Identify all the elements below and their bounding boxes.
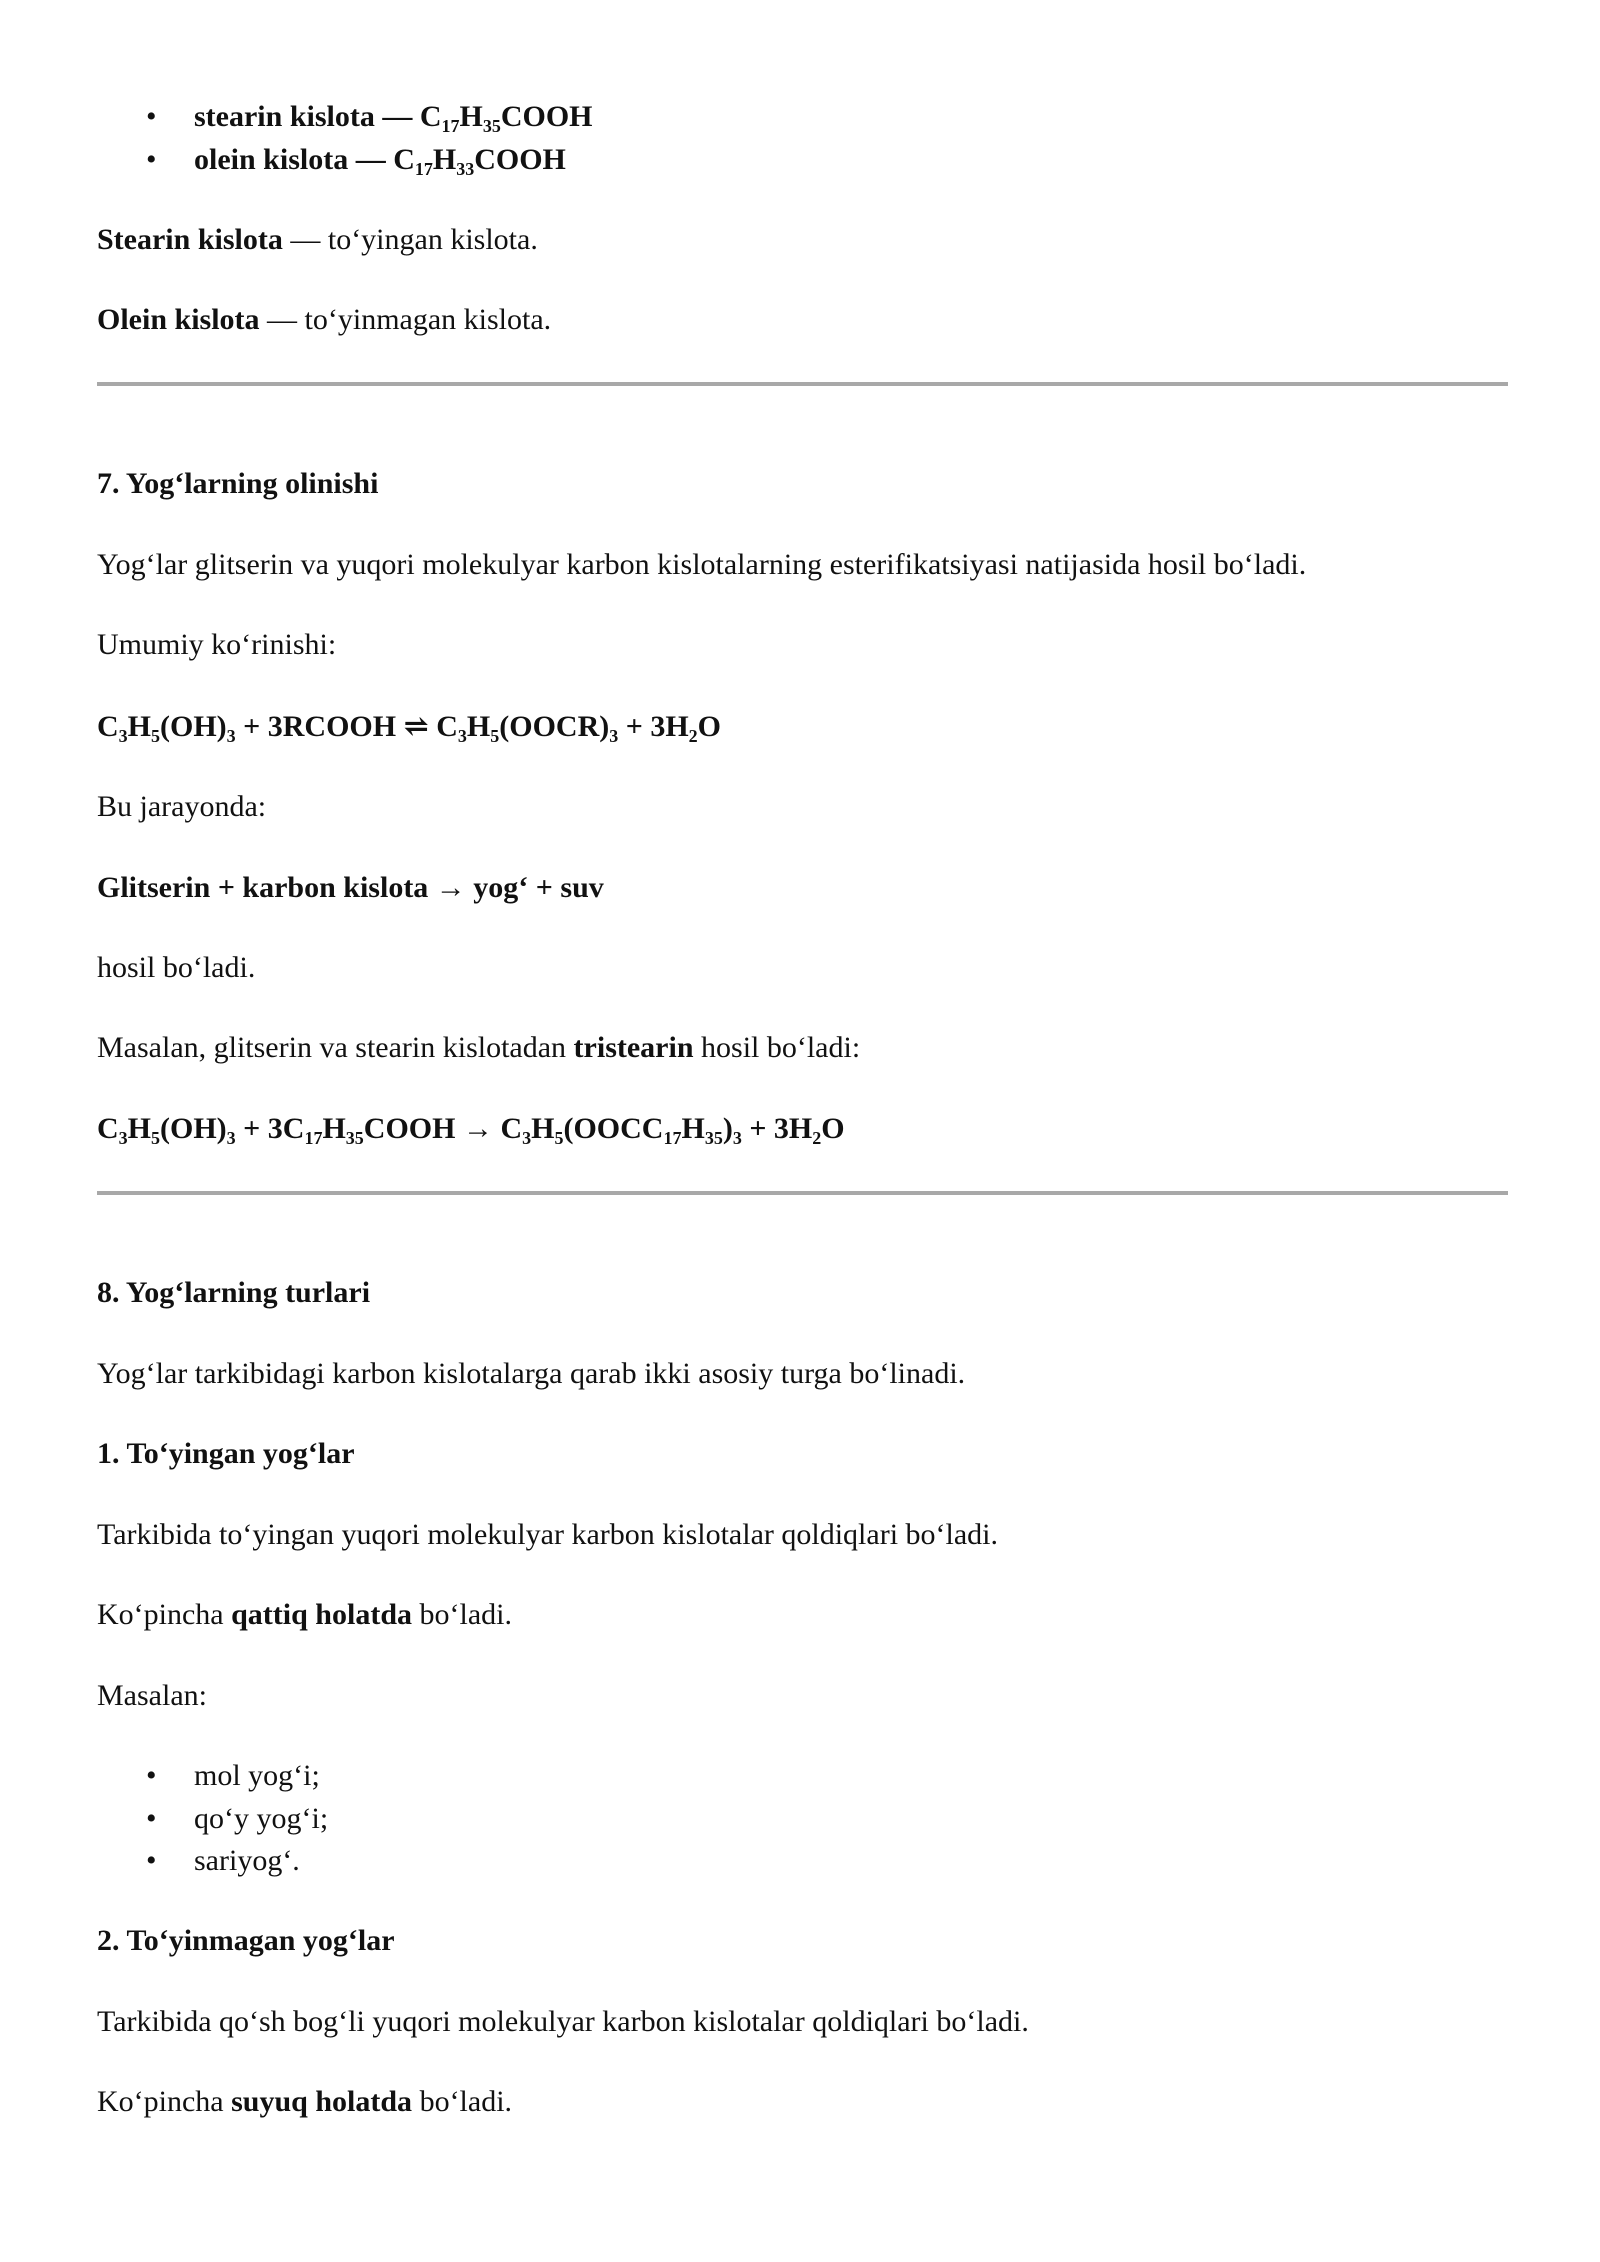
text-run: H — [322, 1112, 346, 1145]
section-7-heading: 7. Yog‘larning olinishi — [97, 467, 379, 500]
text-run: olein kislota — C — [194, 143, 415, 176]
text-run: H — [531, 1112, 555, 1145]
stearin-acid-definition — [97, 222, 538, 258]
subscript: 3 — [118, 1128, 128, 1148]
text-run: Ko‘pincha — [97, 1598, 232, 1631]
horizontal-divider — [97, 382, 1508, 386]
text-run: H — [127, 710, 152, 743]
bold-term: Olein kislota — [97, 303, 260, 336]
general-form-label: Umumiy ko‘rinishi: — [97, 628, 337, 661]
bold-term: qattiq holatda — [231, 1598, 413, 1631]
subscript: 3 — [118, 726, 128, 746]
section-7-intro: Yog‘lar glitserin va yuqori molekulyar karbon kislotalarning esterifikatsiyasi natijasida hosil bo‘ladi. — [97, 548, 1307, 581]
text-run: (OOCC — [563, 1112, 664, 1145]
text-run: O — [821, 1112, 845, 1145]
examples-label: Masalan: — [97, 1679, 207, 1712]
example-item: mol yog‘i; — [194, 1759, 320, 1792]
bullet-marker: • — [146, 1759, 157, 1792]
subscript: 2 — [812, 1128, 822, 1148]
text-run: H — [681, 1112, 705, 1145]
definition-text: — to‘yingan kislota. — [282, 223, 538, 256]
subscript: 35 — [704, 1128, 723, 1148]
text-run: Ko‘pincha — [97, 2085, 232, 2118]
horizontal-divider — [97, 1191, 1508, 1195]
text-run: H — [432, 143, 457, 176]
esterification-equation — [97, 709, 721, 745]
olein-acid-definition — [97, 302, 551, 338]
bullet-marker: • — [146, 143, 157, 176]
subscript: 5 — [554, 1128, 564, 1148]
list-item-stearin-acid — [194, 99, 593, 135]
subscript: 5 — [151, 1128, 161, 1148]
text-run: COOH — [500, 100, 593, 133]
subscript: 3 — [226, 726, 236, 746]
list-item-olein-acid — [194, 142, 566, 178]
text-run: O — [697, 710, 722, 743]
unsaturated-fats-state — [97, 2084, 512, 2120]
subscript: 3 — [226, 1128, 236, 1148]
section-8-heading: 8. Yog‘larning turlari — [97, 1276, 371, 1309]
text-run: C — [97, 710, 119, 743]
text-run: Masalan, glitserin va stearin kislotadan — [97, 1031, 574, 1064]
example-item: sariyog‘. — [194, 1844, 300, 1877]
subscript: 17 — [663, 1128, 682, 1148]
example-item: qo‘y yog‘i; — [194, 1802, 329, 1835]
saturated-fats-subheading: 1. To‘yingan yog‘lar — [97, 1437, 355, 1470]
forms-text: hosil bo‘ladi. — [97, 951, 256, 984]
text-run: + 3H — [618, 710, 689, 743]
text-run: ) — [722, 1112, 733, 1145]
subscript: 3 — [457, 726, 467, 746]
bold-term: tristearin — [573, 1031, 694, 1064]
text-run: hosil bo‘ladi: — [693, 1031, 861, 1064]
bullet-marker: • — [146, 1844, 157, 1877]
subscript: 33 — [456, 159, 475, 179]
subscript: 2 — [688, 726, 698, 746]
text-run: COOH → C — [363, 1112, 523, 1145]
subscript: 17 — [414, 159, 433, 179]
text-run: bo‘ladi. — [412, 2085, 513, 2118]
bullet-marker: • — [146, 100, 157, 133]
subscript: 3 — [732, 1128, 742, 1148]
text-run: (OH) — [160, 1112, 227, 1145]
unsaturated-fats-subheading: 2. To‘yinmagan yog‘lar — [97, 1924, 395, 1957]
bullet-marker: • — [146, 1802, 157, 1835]
saturated-fats-composition: Tarkibida to‘yingan yuqori molekulyar karbon kislotalar qoldiqlari bo‘ladi. — [97, 1518, 999, 1551]
bold-term: Stearin kislota — [97, 223, 283, 256]
text-run: H — [459, 100, 483, 133]
text-run: COOH — [474, 143, 566, 176]
text-run: H — [127, 1112, 152, 1145]
text-run: C — [97, 1112, 119, 1145]
subscript: 3 — [522, 1128, 532, 1148]
definition-text: — to‘yinmagan kislota. — [259, 303, 552, 336]
tristearin-example-text — [97, 1030, 860, 1066]
text-run: stearin kislota — C — [194, 100, 442, 133]
saturated-fats-state — [97, 1597, 512, 1633]
bold-term: suyuq holatda — [231, 2085, 413, 2118]
text-run: (OOCR) — [499, 710, 610, 743]
subscript: 35 — [482, 116, 501, 136]
subscript: 17 — [441, 116, 460, 136]
unsaturated-fats-composition: Tarkibida qo‘sh bog‘li yuqori molekulyar karbon kislotalar qoldiqlari bo‘ladi. — [97, 2005, 1029, 2038]
word-equation: Glitserin + karbon kislota → yog‘ + suv — [97, 871, 604, 904]
text-run: H — [466, 710, 491, 743]
process-label: Bu jarayonda: — [97, 790, 267, 823]
text-run: (OH) — [160, 710, 227, 743]
text-run: + 3C — [235, 1112, 305, 1145]
subscript: 17 — [304, 1128, 323, 1148]
section-8-intro: Yog‘lar tarkibidagi karbon kislotalarga qarab ikki asosiy turga bo‘linadi. — [97, 1357, 966, 1390]
subscript: 5 — [490, 726, 500, 746]
text-run: + 3H — [741, 1112, 813, 1145]
subscript: 5 — [151, 726, 161, 746]
text-run: bo‘ladi. — [412, 1598, 512, 1631]
subscript: 35 — [345, 1128, 364, 1148]
text-run: + 3RCOOH ⇌ C — [235, 710, 458, 743]
tristearin-equation — [97, 1111, 845, 1147]
subscript: 3 — [609, 726, 619, 746]
